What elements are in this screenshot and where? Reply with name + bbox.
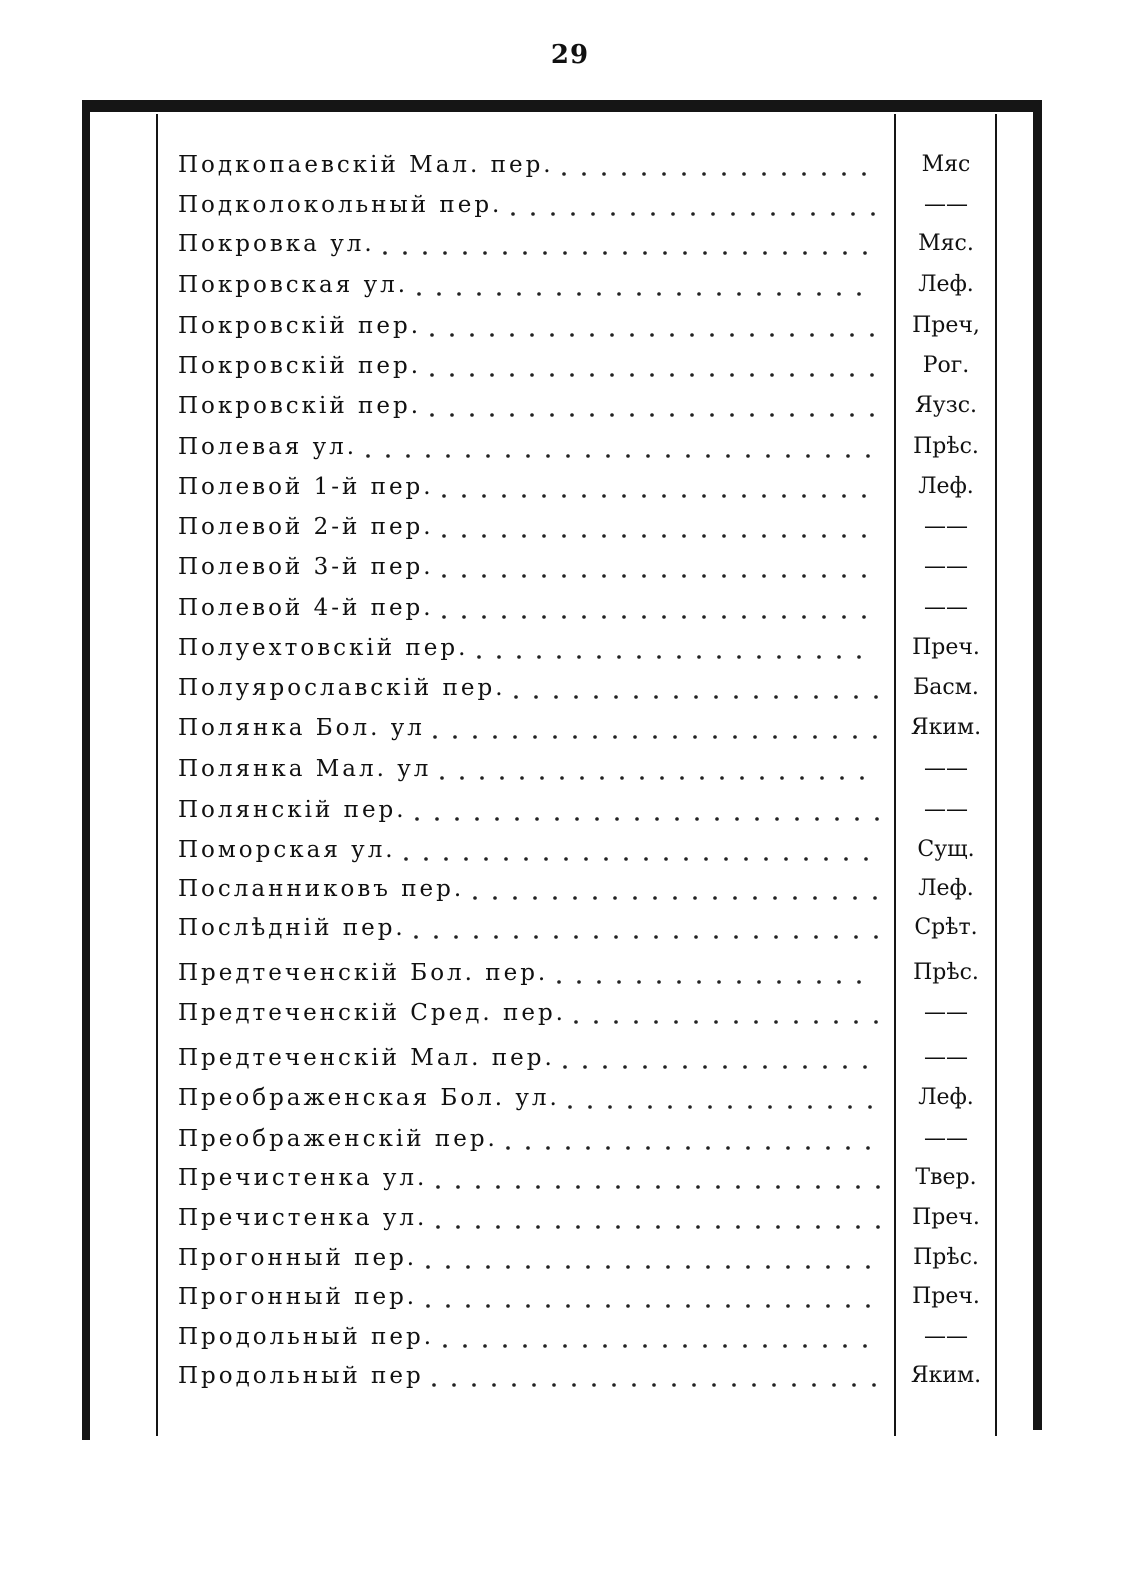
street-name-cell	[178, 185, 890, 225]
table-row	[82, 1198, 1042, 1238]
street-name-cell	[178, 869, 890, 909]
street-name: Прогонный пер.	[178, 1245, 418, 1271]
table-row	[82, 547, 1042, 587]
district-abbreviation: Рог.	[922, 353, 970, 378]
district-abbreviation: Преч.	[912, 1284, 980, 1309]
street-name: Полуехтовскій пер.	[178, 635, 469, 661]
table-row	[82, 708, 1042, 748]
street-name-cell	[178, 1038, 890, 1078]
district-abbreviation: Твер.	[915, 1165, 977, 1190]
district-abbreviation: Леф.	[918, 272, 974, 297]
district-abbreviation: Прѣс.	[913, 434, 979, 459]
district-abbreviation: Прѣс.	[913, 960, 979, 985]
table-row	[82, 386, 1042, 426]
street-name-cell	[178, 386, 890, 426]
district-abbreviation: Яким.	[910, 715, 982, 740]
street-name: Покровскій пер.	[178, 393, 422, 419]
table-row	[82, 224, 1042, 264]
street-name-cell	[178, 1356, 890, 1396]
street-name-cell	[178, 265, 890, 305]
street-name: Полевой 4-й пер.	[178, 595, 434, 621]
street-name: Предтеченскій Мал. пер.	[178, 1045, 555, 1071]
district-abbreviation: Леф.	[918, 474, 974, 499]
street-name-cell	[178, 467, 890, 507]
district-abbreviation: Срѣт.	[914, 915, 978, 940]
table-row	[82, 1238, 1042, 1278]
table-row	[82, 1356, 1042, 1396]
street-name: Покровскій пер.	[178, 353, 422, 379]
street-name-cell	[178, 224, 890, 264]
table-row	[82, 953, 1042, 993]
table-row	[82, 1317, 1042, 1357]
table-row	[82, 790, 1042, 830]
district-abbreviation: ——	[924, 1126, 968, 1151]
street-name-cell	[178, 1317, 890, 1357]
street-name: Пречистенка ул.	[178, 1165, 428, 1191]
district-abbreviation: Мяс	[921, 152, 971, 177]
district-abbreviation: ——	[924, 1000, 968, 1025]
table-row	[82, 993, 1042, 1033]
street-name: Покровка ул.	[178, 231, 375, 257]
district-abbreviation: Яким.	[910, 1363, 982, 1388]
street-name: Покровская ул.	[178, 272, 409, 298]
table-row	[82, 668, 1042, 708]
street-name-cell	[178, 993, 890, 1033]
district-abbreviation: ——	[924, 756, 968, 781]
street-name: Полевой 2-й пер.	[178, 514, 434, 540]
district-abbreviation: ——	[924, 554, 968, 579]
table-row	[82, 908, 1042, 948]
table-row	[82, 507, 1042, 547]
top-rule	[82, 100, 1042, 112]
street-name: Преображенскій пер.	[178, 1126, 498, 1152]
table-row	[82, 306, 1042, 346]
street-name: Посланниковъ пер.	[178, 876, 465, 902]
street-name: Полуярославскій пер.	[178, 675, 506, 701]
table-row	[82, 749, 1042, 789]
district-abbreviation: Леф.	[918, 876, 974, 901]
street-name: Покровскій пер.	[178, 313, 422, 339]
table-row	[82, 1158, 1042, 1198]
street-name-cell	[178, 1078, 890, 1118]
district-abbreviation: Прѣс.	[913, 1245, 979, 1270]
table-row	[82, 346, 1042, 386]
district-abbreviation: Мяс.	[918, 231, 974, 256]
street-name-cell	[178, 1119, 890, 1159]
district-abbreviation: Преч.	[912, 635, 980, 660]
street-name-cell	[178, 145, 890, 185]
street-name-cell	[178, 953, 890, 993]
table-row	[82, 1078, 1042, 1118]
street-name-cell	[178, 547, 890, 587]
street-name: Подкопаевскій Мал. пер.	[178, 152, 554, 178]
district-abbreviation: ——	[924, 1324, 968, 1349]
street-name: Полевая ул.	[178, 434, 358, 460]
street-name-cell	[178, 346, 890, 386]
district-abbreviation: ——	[924, 1045, 968, 1070]
table-row	[82, 1038, 1042, 1078]
table-row	[82, 588, 1042, 628]
street-name-cell	[178, 908, 890, 948]
street-name: Пречистенка ул.	[178, 1205, 428, 1231]
district-abbreviation: ——	[924, 514, 968, 539]
street-name: Полевой 1-й пер.	[178, 474, 434, 500]
table-row	[82, 830, 1042, 870]
street-name-cell	[178, 507, 890, 547]
table-row	[82, 1277, 1042, 1317]
street-name: Продольный пер.	[178, 1324, 435, 1350]
street-name-cell	[178, 427, 890, 467]
street-name-cell	[178, 790, 890, 830]
street-name-cell	[178, 306, 890, 346]
street-name: Предтеченскій Сред. пер.	[178, 1000, 566, 1026]
street-name-cell	[178, 708, 890, 748]
street-index-table	[82, 100, 1042, 1440]
street-name-cell	[178, 1198, 890, 1238]
street-name-cell	[178, 749, 890, 789]
district-abbreviation: ——	[924, 192, 968, 217]
district-abbreviation: Леф.	[918, 1085, 974, 1110]
table-row	[82, 185, 1042, 225]
street-name-cell	[178, 668, 890, 708]
street-name-cell	[178, 1277, 890, 1317]
table-row	[82, 1119, 1042, 1159]
table-row	[82, 427, 1042, 467]
street-name: Предтеченскій Бол. пер.	[178, 960, 549, 986]
district-abbreviation: ——	[924, 797, 968, 822]
table-row	[82, 628, 1042, 668]
district-abbreviation: Преч.	[912, 1205, 980, 1230]
street-name: Полянскій пер.	[178, 797, 407, 823]
street-name-cell	[178, 1158, 890, 1198]
district-abbreviation: Басм.	[913, 675, 979, 700]
district-abbreviation: Преч,	[912, 313, 980, 338]
street-name-cell	[178, 628, 890, 668]
table-row	[82, 145, 1042, 185]
table-row	[82, 467, 1042, 507]
page-number: 29	[550, 40, 590, 70]
street-name: Продольный пер	[178, 1363, 424, 1389]
table-row	[82, 265, 1042, 305]
district-abbreviation: Сущ.	[917, 837, 975, 862]
street-name: Полянка Мал. ул	[178, 756, 432, 782]
district-abbreviation: ——	[924, 595, 968, 620]
street-name: Подколокольный пер.	[178, 192, 503, 218]
street-name: Прогонный пер.	[178, 1284, 418, 1310]
street-name-cell	[178, 1238, 890, 1278]
street-name: Полянка Бол. ул	[178, 715, 425, 741]
street-name: Послѣдній пер.	[178, 915, 406, 941]
street-name: Преображенская Бол. ул.	[178, 1085, 560, 1111]
street-name-cell	[178, 830, 890, 870]
table-row	[82, 869, 1042, 909]
street-name: Поморская ул.	[178, 837, 396, 863]
street-name: Полевой 3-й пер.	[178, 554, 434, 580]
street-name-cell	[178, 588, 890, 628]
district-abbreviation: Яузс.	[914, 393, 978, 418]
